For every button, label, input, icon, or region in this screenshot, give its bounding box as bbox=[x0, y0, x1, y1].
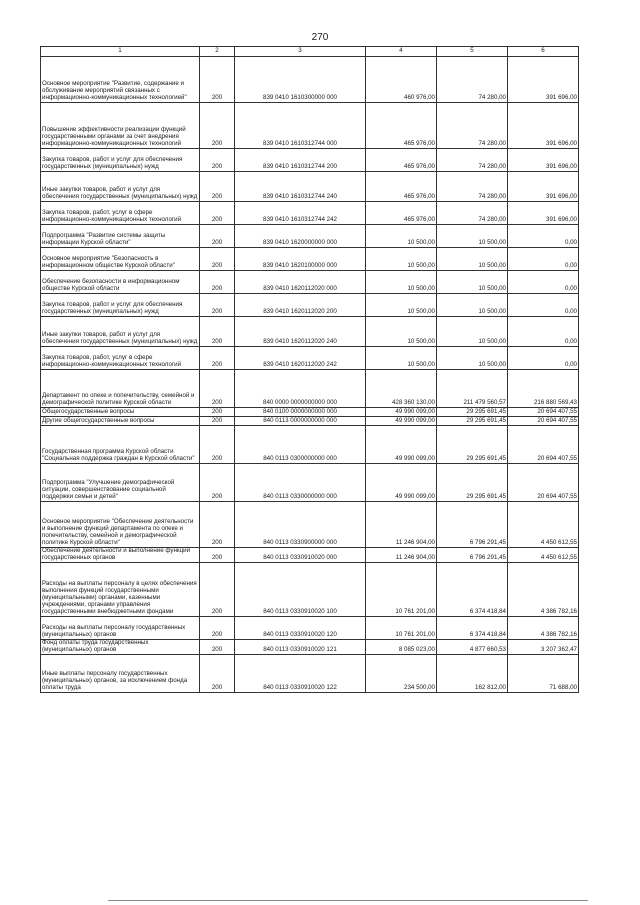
row-value-5: 162 812,00 bbox=[437, 655, 508, 693]
row-value-6: 391 696,00 bbox=[508, 103, 579, 149]
row-budget-code: 839 0410 1620112020 200 bbox=[235, 294, 366, 317]
table-row bbox=[41, 464, 579, 502]
row-budget-code: 840 0113 0300000000 000 bbox=[235, 426, 366, 464]
row-name: Подпрограмма "Улучшение демографической ситуации, совершенствование социальной поддержки семьи и детей" bbox=[41, 464, 200, 502]
row-value-4: 11 246 904,00 bbox=[366, 502, 437, 548]
column-header: 3 bbox=[235, 47, 366, 57]
table-row bbox=[41, 617, 579, 640]
row-value-6: 391 696,00 bbox=[508, 149, 579, 172]
row-budget-code: 840 0113 0330900000 000 bbox=[235, 502, 366, 548]
row-name: Подпрограмма "Развитие системы защиты информации Курской области" bbox=[41, 225, 200, 248]
row-col2: 200 bbox=[200, 563, 235, 617]
row-name: Департамент по опеке и попечительству, семейной и демографической политике Курской области bbox=[41, 370, 200, 408]
row-value-6: 0,00 bbox=[508, 347, 579, 370]
row-value-4: 10 761 201,00 bbox=[366, 563, 437, 617]
row-col2: 200 bbox=[200, 57, 235, 103]
row-budget-code: 839 0410 1620112020 000 bbox=[235, 271, 366, 294]
row-value-6: 216 880 569,43 bbox=[508, 370, 579, 408]
row-col2: 200 bbox=[200, 464, 235, 502]
row-value-6: 0,00 bbox=[508, 294, 579, 317]
column-header: 2 bbox=[200, 47, 235, 57]
row-name: Основное мероприятие "Обеспечение деятельности и выполнение функций департамента по опеке и попечительству, семейной и демографической политике Курской области" bbox=[41, 502, 200, 548]
row-value-5: 74 280,00 bbox=[437, 172, 508, 202]
row-value-4: 10 500,00 bbox=[366, 271, 437, 294]
row-name: Обеспечение безопасности в информационном обществе Курской области bbox=[41, 271, 200, 294]
row-name: Закупка товаров, работ, услуг в сфере информационно-коммуникационных технологий bbox=[41, 347, 200, 370]
row-value-5: 29 295 691,45 bbox=[437, 417, 508, 426]
row-name: Обеспечение деятельности и выполнение функций государственных органов bbox=[41, 548, 200, 563]
table-header-row bbox=[41, 47, 579, 57]
row-col2: 200 bbox=[200, 347, 235, 370]
row-name: Закупка товаров, работ, услуг в сфере информационно-коммуникационных технологий bbox=[41, 202, 200, 225]
row-value-6: 0,00 bbox=[508, 225, 579, 248]
budget-table bbox=[40, 46, 579, 693]
row-value-4: 49 990 099,00 bbox=[366, 417, 437, 426]
row-value-6: 4 386 782,16 bbox=[508, 617, 579, 640]
table-row bbox=[41, 248, 579, 271]
table-row bbox=[41, 347, 579, 370]
row-budget-code: 840 0113 0330000000 000 bbox=[235, 464, 366, 502]
row-value-5: 211 479 560,57 bbox=[437, 370, 508, 408]
row-value-5: 29 295 691,45 bbox=[437, 464, 508, 502]
table-row bbox=[41, 417, 579, 426]
row-value-4: 10 500,00 bbox=[366, 248, 437, 271]
column-header: 5 bbox=[437, 47, 508, 57]
row-budget-code: 840 0113 0330910020 122 bbox=[235, 655, 366, 693]
table-row bbox=[41, 317, 579, 347]
row-value-5: 10 500,00 bbox=[437, 347, 508, 370]
row-col2: 200 bbox=[200, 502, 235, 548]
row-col2: 200 bbox=[200, 202, 235, 225]
row-name: Иные закупки товаров, работ и услуг для обеспечения государственных (муниципальных) нужд bbox=[41, 172, 200, 202]
row-name: Государственная программа Курской области "Социальная поддержка граждан в Курской области" bbox=[41, 426, 200, 464]
row-col2: 200 bbox=[200, 103, 235, 149]
row-col2: 200 bbox=[200, 294, 235, 317]
row-value-6: 0,00 bbox=[508, 248, 579, 271]
row-value-4: 49 990 099,00 bbox=[366, 464, 437, 502]
row-col2: 200 bbox=[200, 655, 235, 693]
row-name: Иные закупки товаров, работ и услуг для обеспечения государственных (муниципальных) нужд bbox=[41, 317, 200, 347]
row-value-5: 6 374 418,84 bbox=[437, 617, 508, 640]
row-value-4: 465 976,00 bbox=[366, 172, 437, 202]
row-value-5: 6 796 291,45 bbox=[437, 502, 508, 548]
row-value-6: 4 450 612,55 bbox=[508, 502, 579, 548]
row-value-5: 10 500,00 bbox=[437, 248, 508, 271]
row-col2: 200 bbox=[200, 248, 235, 271]
row-value-6: 0,00 bbox=[508, 271, 579, 294]
row-value-4: 428 360 130,00 bbox=[366, 370, 437, 408]
row-name: Другие общегосударственные вопросы bbox=[41, 417, 200, 426]
row-budget-code: 839 0410 1620112020 242 bbox=[235, 347, 366, 370]
row-value-5: 10 500,00 bbox=[437, 317, 508, 347]
row-budget-code: 840 0100 0000000000 000 bbox=[235, 408, 366, 417]
row-budget-code: 840 0113 0330910020 100 bbox=[235, 563, 366, 617]
row-name: Закупка товаров, работ и услуг для обеспечения государственных (муниципальных) нужд bbox=[41, 294, 200, 317]
table-row bbox=[41, 172, 579, 202]
row-value-5: 4 877 660,53 bbox=[437, 640, 508, 655]
row-value-5: 74 280,00 bbox=[437, 149, 508, 172]
row-value-6: 4 386 782,16 bbox=[508, 563, 579, 617]
table-row bbox=[41, 640, 579, 655]
row-value-5: 6 374 418,84 bbox=[437, 563, 508, 617]
row-budget-code: 840 0113 0330910020 120 bbox=[235, 617, 366, 640]
row-col2: 200 bbox=[200, 225, 235, 248]
row-value-4: 10 500,00 bbox=[366, 294, 437, 317]
table-row bbox=[41, 370, 579, 408]
row-name: Общегосударственные вопросы bbox=[41, 408, 200, 417]
table-row bbox=[41, 225, 579, 248]
row-col2: 200 bbox=[200, 417, 235, 426]
row-value-6: 391 696,00 bbox=[508, 172, 579, 202]
row-value-4: 465 976,00 bbox=[366, 149, 437, 172]
row-col2: 200 bbox=[200, 426, 235, 464]
row-value-6: 20 694 407,55 bbox=[508, 417, 579, 426]
row-value-4: 10 761 201,00 bbox=[366, 617, 437, 640]
row-budget-code: 839 0410 1610312744 000 bbox=[235, 103, 366, 149]
table-row bbox=[41, 563, 579, 617]
row-value-4: 465 976,00 bbox=[366, 202, 437, 225]
row-budget-code: 839 0410 1620000000 000 bbox=[235, 225, 366, 248]
row-value-5: 10 500,00 bbox=[437, 294, 508, 317]
table-row bbox=[41, 202, 579, 225]
row-col2: 200 bbox=[200, 370, 235, 408]
row-value-4: 234 500,00 bbox=[366, 655, 437, 693]
table-row bbox=[41, 655, 579, 693]
row-name: Иные выплаты персоналу государственных (муниципальных) органов, за исключением фонда оплаты труда bbox=[41, 655, 200, 693]
page-number: 270 bbox=[311, 32, 329, 43]
row-value-4: 465 976,00 bbox=[366, 103, 437, 149]
row-name: Основное мероприятие "Развитие, содержание и обслуживание мероприятий связанных с информационно-коммуникационных технологией" bbox=[41, 57, 200, 103]
row-value-5: 74 280,00 bbox=[437, 202, 508, 225]
row-col2: 200 bbox=[200, 149, 235, 172]
row-budget-code: 839 0410 1610312744 240 bbox=[235, 172, 366, 202]
row-value-4: 49 990 099,00 bbox=[366, 426, 437, 464]
row-value-5: 74 280,00 bbox=[437, 103, 508, 149]
table-row bbox=[41, 426, 579, 464]
row-value-5: 10 500,00 bbox=[437, 225, 508, 248]
row-budget-code: 840 0113 0330910020 121 bbox=[235, 640, 366, 655]
row-col2: 200 bbox=[200, 271, 235, 294]
row-value-6: 4 450 612,55 bbox=[508, 548, 579, 563]
row-name: Фонд оплаты труда государственных (муниципальных) органов bbox=[41, 640, 200, 655]
column-header: 4 bbox=[366, 47, 437, 57]
table-row bbox=[41, 548, 579, 563]
table-row bbox=[41, 502, 579, 548]
row-budget-code: 839 0410 1620100000 000 bbox=[235, 248, 366, 271]
row-budget-code: 840 0000 0000000000 000 bbox=[235, 370, 366, 408]
row-value-6: 391 696,00 bbox=[508, 57, 579, 103]
row-value-4: 10 500,00 bbox=[366, 317, 437, 347]
row-value-4: 49 990 099,00 bbox=[366, 408, 437, 417]
row-budget-code: 839 0410 1610300000 000 bbox=[235, 57, 366, 103]
row-budget-code: 840 0113 0330910020 000 bbox=[235, 548, 366, 563]
row-value-5: 29 295 691,45 bbox=[437, 426, 508, 464]
row-value-6: 20 694 407,55 bbox=[508, 408, 579, 417]
row-budget-code: 840 0113 0000000000 000 bbox=[235, 417, 366, 426]
column-header: 6 bbox=[508, 47, 579, 57]
row-col2: 200 bbox=[200, 172, 235, 202]
row-col2: 200 bbox=[200, 408, 235, 417]
row-value-4: 8 085 023,00 bbox=[366, 640, 437, 655]
row-value-5: 74 280,00 bbox=[437, 57, 508, 103]
row-name: Повышение эффективности реализации функций государственными органами за счет внедрения информационно-коммуникационных технологий bbox=[41, 103, 200, 149]
row-value-4: 460 976,00 bbox=[366, 57, 437, 103]
table-row bbox=[41, 294, 579, 317]
row-col2: 200 bbox=[200, 548, 235, 563]
row-name: Закупка товаров, работ и услуг для обеспечения государственных (муниципальных) нужд bbox=[41, 149, 200, 172]
row-value-6: 3 207 362,47 bbox=[508, 640, 579, 655]
row-col2: 200 bbox=[200, 317, 235, 347]
row-value-6: 391 696,00 bbox=[508, 202, 579, 225]
row-value-6: 71 688,00 bbox=[508, 655, 579, 693]
footer-divider bbox=[108, 900, 588, 901]
row-value-4: 10 500,00 bbox=[366, 347, 437, 370]
row-name: Основное мероприятие "Безопасность в информационном обществе Курской области" bbox=[41, 248, 200, 271]
row-value-6: 0,00 bbox=[508, 317, 579, 347]
row-budget-code: 839 0410 1610312744 242 bbox=[235, 202, 366, 225]
row-name: Расходы на выплаты персоналу государственных (муниципальных) органов bbox=[41, 617, 200, 640]
row-value-6: 20 694 407,55 bbox=[508, 464, 579, 502]
row-value-5: 10 500,00 bbox=[437, 271, 508, 294]
row-col2: 200 bbox=[200, 640, 235, 655]
table-row bbox=[41, 271, 579, 294]
row-value-5: 29 295 691,45 bbox=[437, 408, 508, 417]
row-value-4: 10 500,00 bbox=[366, 225, 437, 248]
row-name: Расходы на выплаты персоналу в целях обеспечения выполнения функций государственными (муниципальными) органами, казенными учреждениями, органами управления государственными внебюджетными фондами bbox=[41, 563, 200, 617]
row-budget-code: 839 0410 1620112020 240 bbox=[235, 317, 366, 347]
table-row bbox=[41, 149, 579, 172]
column-header: 1 bbox=[41, 47, 200, 57]
table-row bbox=[41, 57, 579, 103]
table-row bbox=[41, 408, 579, 417]
row-value-4: 11 246 904,00 bbox=[366, 548, 437, 563]
row-budget-code: 839 0410 1610312744 200 bbox=[235, 149, 366, 172]
row-value-6: 20 694 407,55 bbox=[508, 426, 579, 464]
row-col2: 200 bbox=[200, 617, 235, 640]
row-value-5: 6 796 291,45 bbox=[437, 548, 508, 563]
table-row bbox=[41, 103, 579, 149]
